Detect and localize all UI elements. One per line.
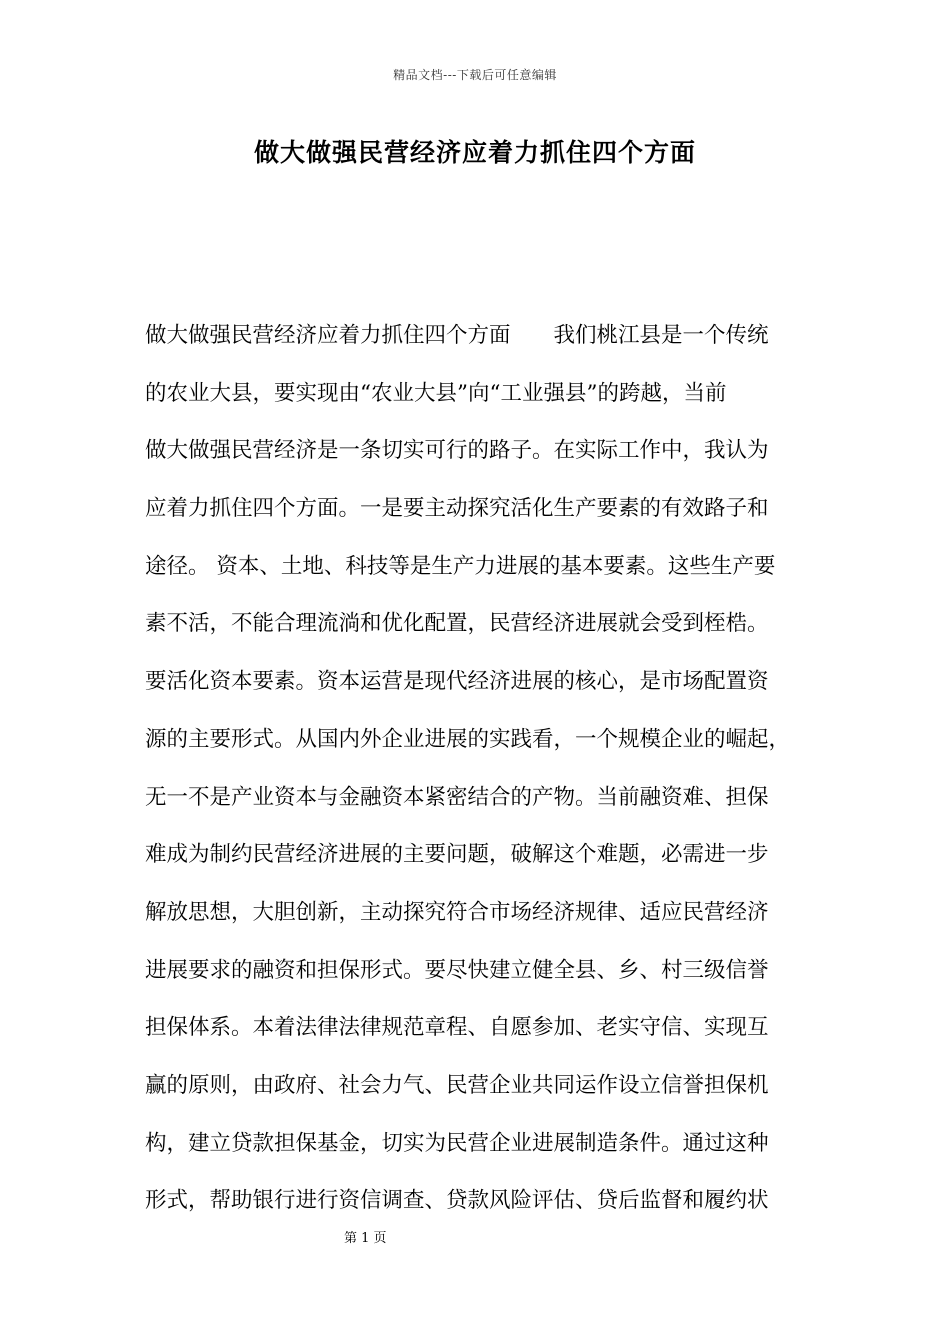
body-line: 解放思想，大胆创新，主动探究符合市场经济规律、适应民营经济 <box>145 899 769 925</box>
body-line: 要活化资本要素。资本运营是现代经济进展的核心，是市场配置资 <box>145 669 769 695</box>
body-line: 构，建立贷款担保基金，切实为民营企业进展制造条件。通过这种 <box>145 1130 769 1156</box>
body-text <box>145 318 835 1241</box>
body-line: 做大做强民营经济是一条切实可行的路子。在实际工作中，我认为 <box>145 438 769 464</box>
body-line: 途径。 资本、土地、科技等是生产力进展的基本要素。这些生产要 <box>145 553 776 579</box>
document-title: 做大做强民营经济应着力抓住四个方面 <box>253 138 696 167</box>
body-line: 的农业大县，要实现由“农业大县”向“工业强县”的跨越，当前 <box>145 380 727 406</box>
page-number: 第 1 页 <box>344 1231 387 1246</box>
header-note: 精品文档---下载后可任意编辑 <box>393 68 557 82</box>
body-line: 应着力抓住四个方面。一是要主动探究活化生产要素的有效路子和 <box>145 496 769 522</box>
body-line: 难成为制约民营经济进展的主要问题，破解这个难题，必需进一步 <box>145 842 769 868</box>
body-line: 进展要求的融资和担保形式。要尽快建立健全县、乡、村三级信誉 <box>145 957 769 983</box>
body-line: 形式，帮助银行进行资信调查、贷款风险评估、贷后监督和履约状 <box>145 1188 769 1214</box>
body-line: 素不活，不能合理流淌和优化配置，民营经济进展就会受到桎梏。 <box>145 611 769 637</box>
body-line: 无一不是产业资本与金融资本紧密结合的产物。当前融资难、担保 <box>145 784 769 810</box>
body-line: 赢的原则，由政府、社会力气、民营企业共同运作设立信誉担保机 <box>145 1072 769 1098</box>
body-line: 源的主要形式。从国内外企业进展的实践看，一个规模企业的崛起， <box>145 726 791 752</box>
body-line: 担保体系。本着法律法律规范章程、自愿参加、老实守信、实现互 <box>145 1015 769 1041</box>
body-line: 做大做强民营经济应着力抓住四个方面 我们桃江县是一个传统 <box>145 323 769 348</box>
